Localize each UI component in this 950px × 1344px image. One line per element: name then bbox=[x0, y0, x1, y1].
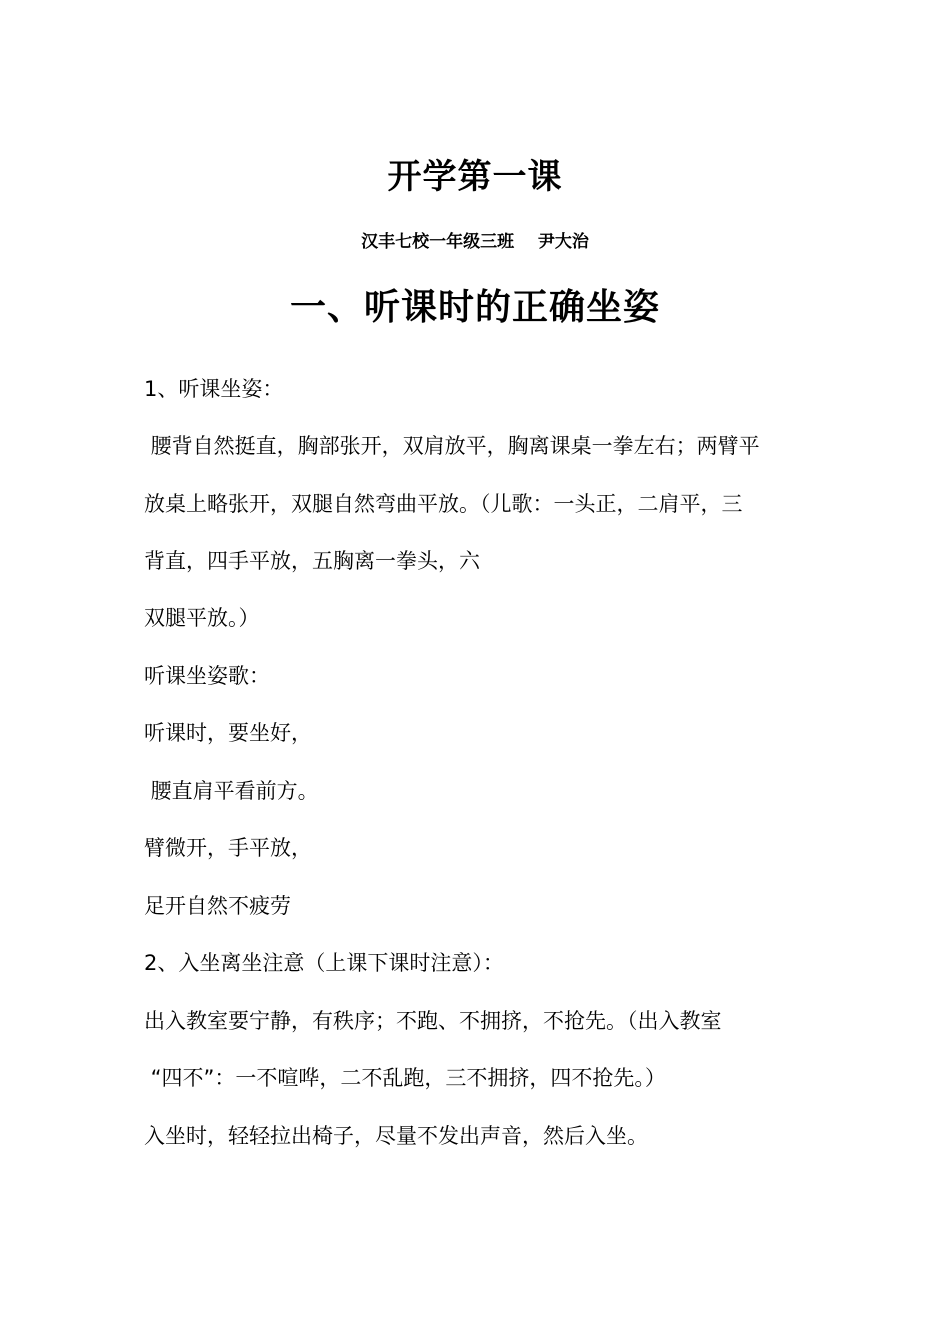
section-heading: 一、听课时的正确坐姿 bbox=[289, 287, 660, 328]
sitting-posture-heading: 1、听课坐姿： bbox=[144, 377, 284, 401]
song-line-2: 腰直肩平看前方。 bbox=[144, 779, 319, 803]
seating-line-3: 入坐时，轻轻拉出椅子，尽量不发出声音，然后入坐。 bbox=[144, 1124, 648, 1148]
seating-line-1: 出入教室要宁静，有秩序；不跑、不拥挤，不抢先。（出入教室 bbox=[144, 1009, 722, 1033]
seating-line-2: “四不”：一不喧哗，二不乱跑，三不拥挤，四不抢先。） bbox=[144, 1066, 666, 1090]
song-line-3: 臂微开，手平放， bbox=[144, 836, 312, 860]
document-subtitle: 汉丰七校一年级三班 尹大治 bbox=[361, 232, 589, 252]
seating-heading: 2、入坐离坐注意（上课下课时注意）： bbox=[144, 951, 504, 975]
body-line-4: 双腿平放。） bbox=[144, 606, 260, 630]
song-line-1: 听课时，要坐好， bbox=[144, 721, 312, 745]
body-line-3: 背直，四手平放，五胸离一拳头，六 bbox=[144, 549, 480, 573]
document-title: 开学第一课 bbox=[387, 157, 563, 197]
body-line-1: 腰背自然挺直，胸部张开，双肩放平，胸离课桌一拳左右；两臂平 bbox=[144, 434, 760, 458]
song-line-4: 足开自然不疲劳 bbox=[144, 894, 291, 918]
body-line-2: 放桌上略张开，双腿自然弯曲平放。（儿歌：一头正，二肩平，三 bbox=[144, 492, 743, 516]
song-heading: 听课坐姿歌： bbox=[144, 664, 270, 688]
